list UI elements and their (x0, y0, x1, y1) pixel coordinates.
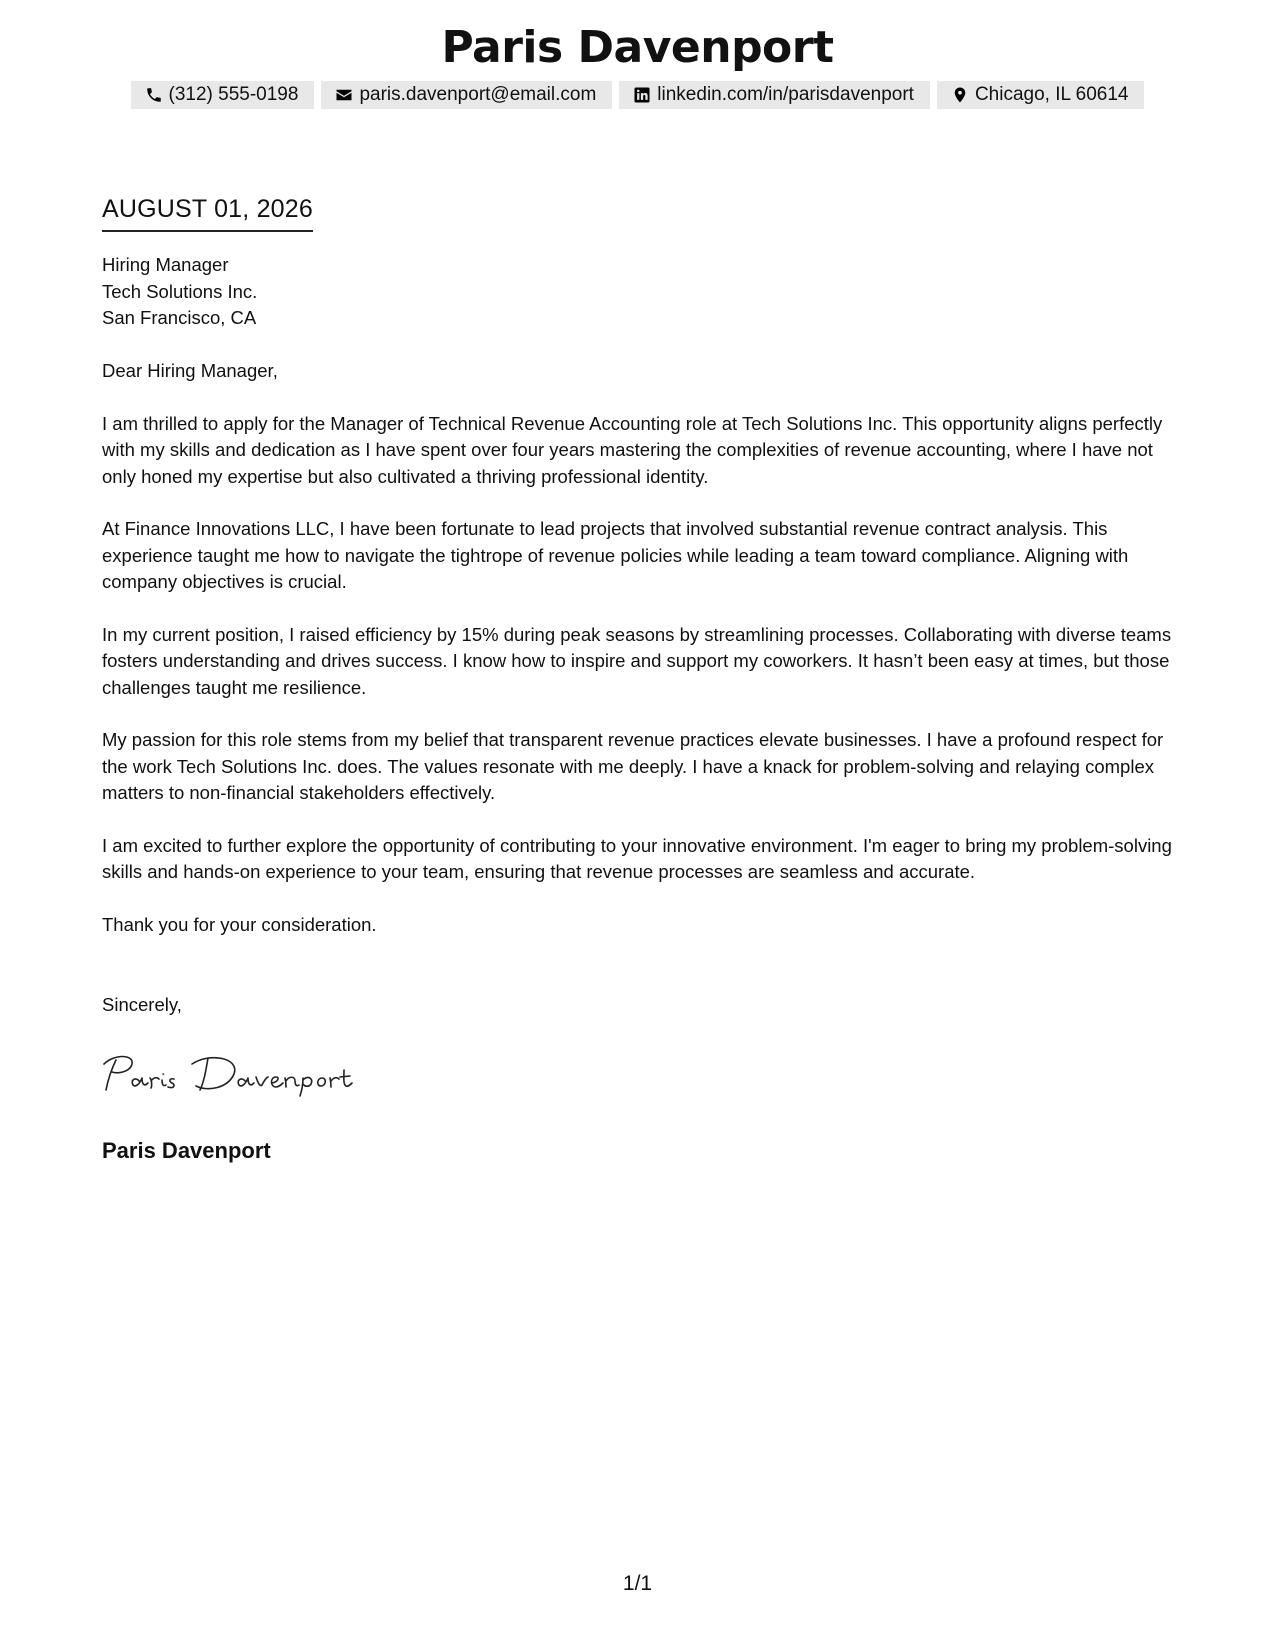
map-pin-icon (951, 86, 969, 104)
body-paragraph: I am thrilled to apply for the Manager of Technical Revenue Accounting role at Tech Solutions Inc. This opportunity aligns perfectly with my skills and dedication as I have spent over four years mastering the complexities of revenue accounting, where I have not only honed my expertise but also cultivated a thriving professional identity. (102, 412, 1163, 487)
recipient-location: San Francisco, CA (102, 307, 257, 328)
body-paragraph: My passion for this role stems from my belief that transparent revenue practices elevate businesses. I have a profound respect for the work Tech Solutions Inc. does. The values resonate with me deeply. I have a knack for problem-solving and relaying complex matters to non-financial stakeholders effectively. (102, 729, 1164, 803)
page-number: 1/1 (622, 1572, 653, 1595)
contact-bar (0, 81, 1275, 109)
contact-linkedin (619, 81, 930, 109)
contact-phone (131, 81, 315, 109)
envelope-icon (335, 86, 353, 104)
signer-name: Paris Davenport (102, 1138, 271, 1163)
body-paragraph: I am excited to further explore the opportunity of contributing to your innovative environment. I'm eager to bring my problem-solving skills and hands-on experience to your team, ensuring that revenue processes are seamless and accurate. (102, 834, 1172, 882)
body-paragraph: At Finance Innovations LLC, I have been fortunate to lead projects that involved substantial revenue contract analysis. This experience taught me how to navigate the tightrope of revenue policies while leading a team toward compliance. Aligning with company objectives is crucial. (102, 518, 1129, 592)
letter-date: AUGUST 01, 2026 (102, 192, 313, 232)
salutation: Dear Hiring Manager, (102, 360, 278, 381)
letter-body (102, 358, 1174, 964)
contact-linkedin-text: linkedin.com/in/parisdavenport (657, 84, 914, 105)
handwritten-signature (100, 1050, 370, 1098)
linkedin-icon (633, 86, 651, 104)
applicant-name-heading: Paris Davenport (441, 22, 834, 73)
thank-you-line: Thank you for your consideration. (102, 913, 377, 935)
recipient-title: Hiring Manager (102, 254, 229, 275)
contact-email (321, 81, 612, 109)
closing-line: Sincerely, (102, 994, 182, 1015)
contact-email-text: paris.davenport@email.com (359, 84, 597, 105)
contact-phone-text: (312) 555-0198 (168, 84, 299, 105)
contact-location (937, 81, 1145, 109)
phone-icon (145, 86, 163, 104)
contact-location-text: Chicago, IL 60614 (974, 84, 1129, 105)
recipient-company: Tech Solutions Inc. (102, 280, 258, 302)
body-paragraph: In my current position, I raised efficiency by 15% during peak seasons by streamlining processes. Collaborating with diverse teams fosters understanding and drives success. I know how to inspire and support my coworkers. It hasn’t been easy at times, but those challenges taught me resilience. (102, 623, 1172, 698)
recipient-block (102, 252, 257, 332)
